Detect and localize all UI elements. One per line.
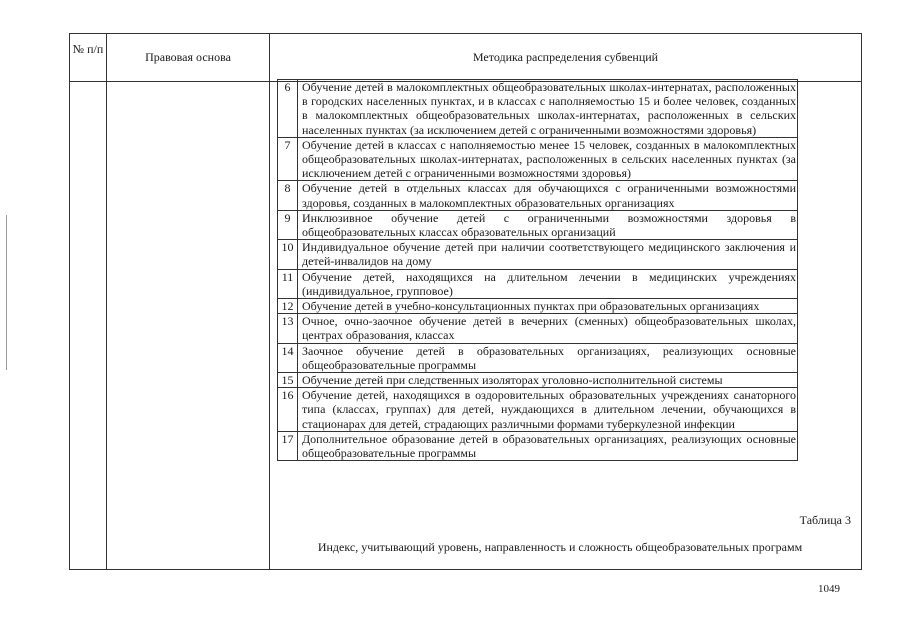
row-text: Обучение детей в малокомплектных общеобразовательных школах-интернатах, расположенных в городских населенных пунктах, и в классах с наполняемостью 15 и более человек, созданных в малокомплектных общеобразовательных школах-интернатах, расположенных в сельских населенных пунктах (за исключением детей с ограниченными возможностями здоровья) bbox=[298, 80, 798, 138]
row-text: Инклюзивное обучение детей с ограниченными возможностями здоровья в общеобразовательных классах образовательных организаций bbox=[298, 210, 798, 239]
row-text: Очное, очно-заочное обучение детей в вечерних (сменных) общеобразовательных школах, центрах образования, классах bbox=[298, 314, 798, 343]
row-number: 12 bbox=[278, 299, 298, 314]
row-text: Обучение детей в учебно-консультационных пунктах при образовательных организациях bbox=[298, 299, 798, 314]
table-row bbox=[278, 343, 798, 372]
row-text: Обучение детей, находящихся в оздоровительных образовательных учреждениях санаторного типа (классах, группах) для детей, нуждающихся в длительном лечении, обучающихся в стационарах для детей, страдающих различными формами туберкулезной инфекции bbox=[298, 388, 798, 432]
row-number: 13 bbox=[278, 314, 298, 343]
header-number: № п/п bbox=[72, 42, 104, 56]
row-text: Обучение детей в отдельных классах для обучающихся с ограниченными возможностями здоровья, созданных в малокомплектных образовательных организациях bbox=[298, 181, 798, 210]
row-text: Обучение детей, находящихся на длительном лечении в медицинских учреждениях (индивидуальное, групповое) bbox=[298, 269, 798, 298]
table-row bbox=[278, 299, 798, 314]
table-row bbox=[278, 80, 798, 138]
table-row bbox=[278, 137, 798, 181]
table-title: Индекс, учитывающий уровень, направленность и сложность общеобразовательных программ bbox=[317, 540, 803, 554]
row-text: Обучение детей в классах с наполняемостью менее 15 человек, созданных в малокомплектных общеобразовательных школах-интернатах, расположенных в сельских населенных пунктах (за исключением детей с ограниченными возможностями здоровья) bbox=[298, 137, 798, 181]
table-caption bbox=[269, 513, 851, 528]
row-number: 14 bbox=[278, 343, 298, 372]
scan-margin-line bbox=[6, 215, 7, 370]
row-text: Обучение детей при следственных изоляторах уголовно-исполнительной системы bbox=[298, 373, 798, 388]
row-number: 7 bbox=[278, 137, 298, 181]
table-row bbox=[278, 210, 798, 239]
row-number: 10 bbox=[278, 240, 298, 269]
row-number: 16 bbox=[278, 388, 298, 432]
nested-table bbox=[277, 79, 798, 461]
table-row bbox=[278, 373, 798, 388]
row-number: 9 bbox=[278, 210, 298, 239]
row-number: 6 bbox=[278, 80, 298, 138]
header-legal-basis: Правовая основа bbox=[145, 50, 231, 64]
column-divider bbox=[269, 34, 270, 569]
page-number: 1049 bbox=[818, 583, 840, 595]
table-row bbox=[278, 181, 798, 210]
column-divider bbox=[106, 34, 107, 569]
row-number: 11 bbox=[278, 269, 298, 298]
row-text: Заочное обучение детей в образовательных организациях, реализующих основные общеобразовательные программы bbox=[298, 343, 798, 372]
table-row bbox=[278, 431, 798, 460]
table-row bbox=[278, 240, 798, 269]
row-number: 8 bbox=[278, 181, 298, 210]
header-distribution-method: Методика распределения субвенций bbox=[472, 50, 659, 64]
table-row bbox=[278, 388, 798, 432]
row-text: Индивидуальное обучение детей при наличии соответствующего медицинского заключения и детей-инвалидов на дому bbox=[298, 240, 798, 269]
table-row bbox=[278, 269, 798, 298]
row-text: Дополнительное образование детей в образовательных организациях, реализующих основные общеобразовательные программы bbox=[298, 431, 798, 460]
row-number: 15 bbox=[278, 373, 298, 388]
row-number: 17 bbox=[278, 431, 298, 460]
table-label: Таблица 3 bbox=[799, 513, 851, 527]
table-row bbox=[278, 314, 798, 343]
